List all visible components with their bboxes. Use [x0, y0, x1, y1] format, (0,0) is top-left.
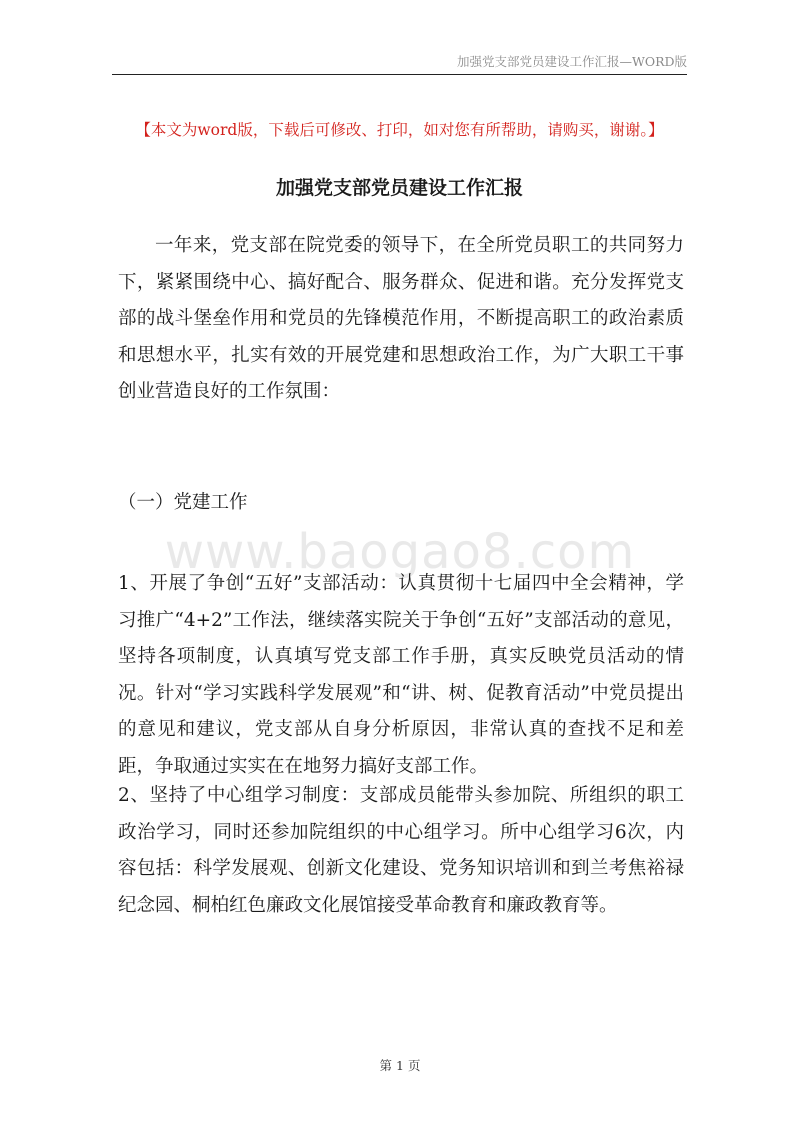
download-notice: 【本文为word版，下载后可修改、打印，如对您有所帮助，请购买，谢谢。】 — [135, 121, 664, 139]
watermark: www.baogao8.com — [164, 524, 636, 580]
page-header: 加强党支部党员建设工作汇报—WORD版 — [456, 54, 687, 69]
header-divider — [112, 74, 687, 75]
paragraph-item-2: 2、坚持了中心组学习制度：支部成员能带头参加院、所组织的职工政治学习，同时还参加院组织的中心组学习。所中心组学习6次，内容包括：科学发展观、创新文化建设、党务知识培训和到兰考焦裕禄纪念园、桐柏红色廉政文化展馆接受革命教育和廉政教育等。 — [118, 785, 684, 916]
intro-paragraph: 一年来，党支部在院党委的领导下，在全所党员职工的共同努力下，紧紧围绕中心、搞好配合、服务群众、促进和谐。充分发挥党支部的战斗堡垒作用和党员的先锋模范作用，不断提高职工的政治素质和思想水平，扎实有效的开展党建和思想政治工作，为广大职工干事创业营造良好的工作氛围： — [118, 235, 684, 403]
page-number: 第 1 页 — [379, 1058, 421, 1073]
paragraph-item-1: 1、开展了争创“五好”支部活动：认真贯彻十七届四中全会精神，学习推广“4+2”工作法，继续落实院关于争创“五好”支部活动的意见，坚持各项制度，认真填写党支部工作手册，真实反映党员活动的情况。针对“学习实践科学发展观”和“讲、树、促教育活动”中党员提出的意见和建议，党支部从自身分析原因，非常认真的查找不足和差距，争取通过实实在在地努力搞好支部工作。 — [118, 573, 684, 777]
document-title: 加强党支部党员建设工作汇报 — [275, 177, 523, 199]
section-heading: （一）党建工作 — [118, 492, 248, 513]
